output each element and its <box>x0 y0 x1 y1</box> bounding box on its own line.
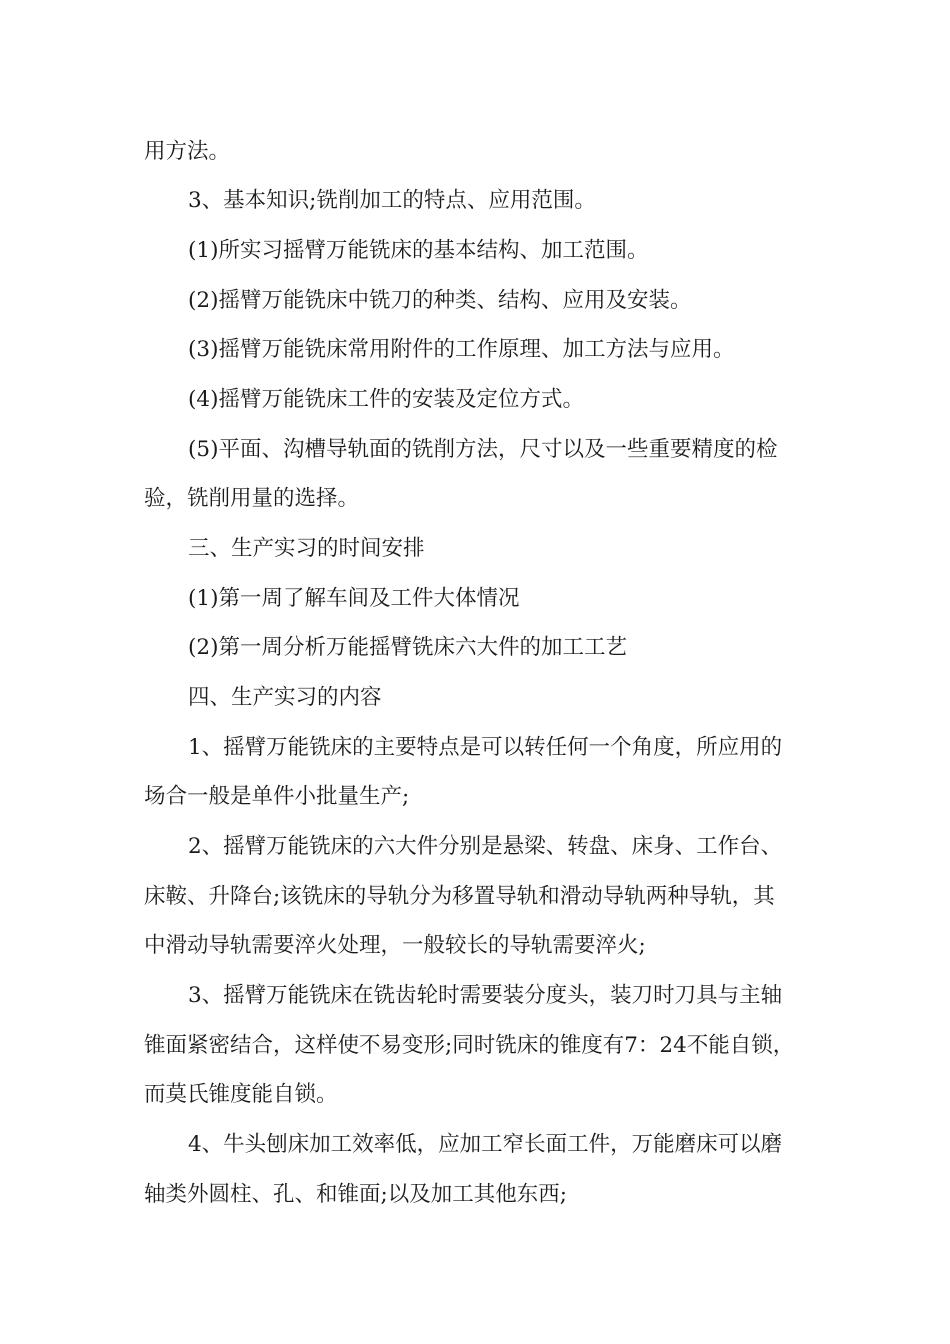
text-line: 中滑动导轨需要淬火处理，一般较长的导轨需要淬火; <box>144 933 646 958</box>
text-line: (1)所实习摇臂万能铣床的基本结构、加工范围。 <box>188 238 649 263</box>
text-line: (2)摇臂万能铣床中铣刀的种类、结构、应用及安装。 <box>188 288 692 313</box>
text-line: (3)摇臂万能铣床常用附件的工作原理、加工方法与应用。 <box>188 337 735 362</box>
text-line: 而莫氏锥度能自锁。 <box>144 1082 338 1107</box>
section-heading: 四、生产实习的内容 <box>188 685 382 710</box>
text-line: 轴类外圆柱、孔、和锥面;以及加工其他东西; <box>144 1182 567 1207</box>
text-line: 场合一般是单件小批量生产; <box>144 784 410 809</box>
text-line: 验，铣削用量的选择。 <box>144 486 360 511</box>
text-line: 4、牛头刨床加工效率低，应加工窄长面工件，万能磨床可以磨 <box>188 1132 783 1157</box>
text-line: 3、摇臂万能铣床在铣齿轮时需要装分度头，装刀时刀具与主轴 <box>188 983 783 1008</box>
text-line: 1、摇臂万能铣床的主要特点是可以转任何一个角度，所应用的 <box>188 735 783 760</box>
text-line: 用方法。 <box>144 139 231 164</box>
text-line: (1)第一周了解车间及工件大体情况 <box>188 586 520 611</box>
section-heading: 三、生产实习的时间安排 <box>188 536 425 561</box>
text-line: (4)摇臂万能铣床工件的安装及定位方式。 <box>188 387 584 412</box>
text-line: (2)第一周分析万能摇臂铣床六大件的加工工艺 <box>188 635 627 660</box>
text-line: 床鞍、升降台;该铣床的导轨分为移置导轨和滑动导轨两种导轨，其 <box>144 884 775 909</box>
text-line: 锥面紧密结合，这样使不易变形;同时铣床的锥度有7：24不能自锁， <box>144 1033 795 1058</box>
text-line: (5)平面、沟槽导轨面的铣削方法，尺寸以及一些重要精度的检 <box>188 437 778 462</box>
text-line: 3、基本知识;铣削加工的特点、应用范围。 <box>188 188 596 213</box>
text-line: 2、摇臂万能铣床的六大件分别是悬梁、转盘、床身、工作台、 <box>188 834 783 859</box>
